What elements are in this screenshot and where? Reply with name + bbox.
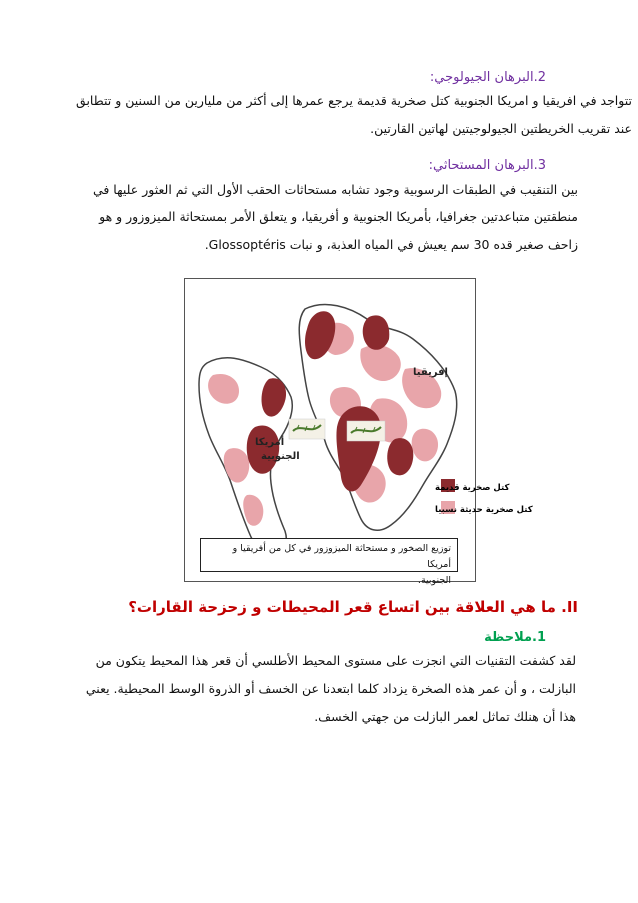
legend-old-label: كتل صخرية قديمة	[435, 483, 510, 493]
map-figure	[184, 278, 533, 582]
section-3-line-2: منطقتين متباعدتين جغرافيا، بأمريكا الجنوبية و أفريقيا، و يتعلق الأمر بمستحاثة الميزوزور و هو	[99, 209, 578, 224]
part-2-line-1: لقد كشفت التقنيات التي انجزت على مستوى المحيط الأطلسي أن قعر هذا المحيط يتكون من	[95, 653, 576, 668]
legend-recent-label: كتل صخرية حديثة نسبيا	[435, 505, 533, 515]
section-2-line-2: عند تقريب الخريطتين الجيولوجيتين لهاتين القارتين.	[370, 121, 632, 136]
section-2-heading: 2.البرهان الجيولوجي:	[429, 70, 546, 85]
section-3-line-1: بين التنقيب في الطبقات الرسوبية وجود تشابه مستحاثات الحقب الأول التي ثم العثور عليها في	[92, 182, 578, 197]
continent-map	[185, 279, 533, 581]
part-2-heading: II. ما هي العلاقة بين اتساع قعر المحيطات و زحزحة القارات؟	[128, 598, 578, 616]
label-africa: إفريقيا	[413, 367, 448, 378]
caption-line-2: الجنوبية.	[417, 575, 451, 586]
section-3-heading: 3.البرهان المستحاثي:	[428, 158, 546, 173]
label-america-2: الجنوبية	[261, 451, 300, 462]
section-2-line-1: تتواجد في افريقيا و امريكا الجنوبية كتل صخرية قديمة يرجع عمرها إلى أكثر من مليارين من السنين و تتطابق	[76, 93, 632, 108]
part-2-line-3: هذا أن هنلك تماثل لعمر البازلت من جهتي الخسف.	[314, 709, 576, 724]
section-3-line-3: زاحف صغير قده 30 سم يعيش في المياه العذبة، و نبات Glossoptéris.	[204, 237, 578, 252]
label-america-1: أمريكا	[255, 437, 285, 448]
part-2-line-2: البازلت ، و أن عمر هذه الصخرة يزداد كلما ابتعدنا عن الخسف أو الذروة الوسط المحيطية. يعني	[85, 681, 576, 696]
caption-line-1: توزيع الصخور و مستحاثة الميزوزور في كل من أفريقيا و أمريكا	[232, 543, 451, 570]
figure-caption	[200, 538, 458, 586]
note-heading: 1.ملاحظة	[484, 630, 546, 645]
